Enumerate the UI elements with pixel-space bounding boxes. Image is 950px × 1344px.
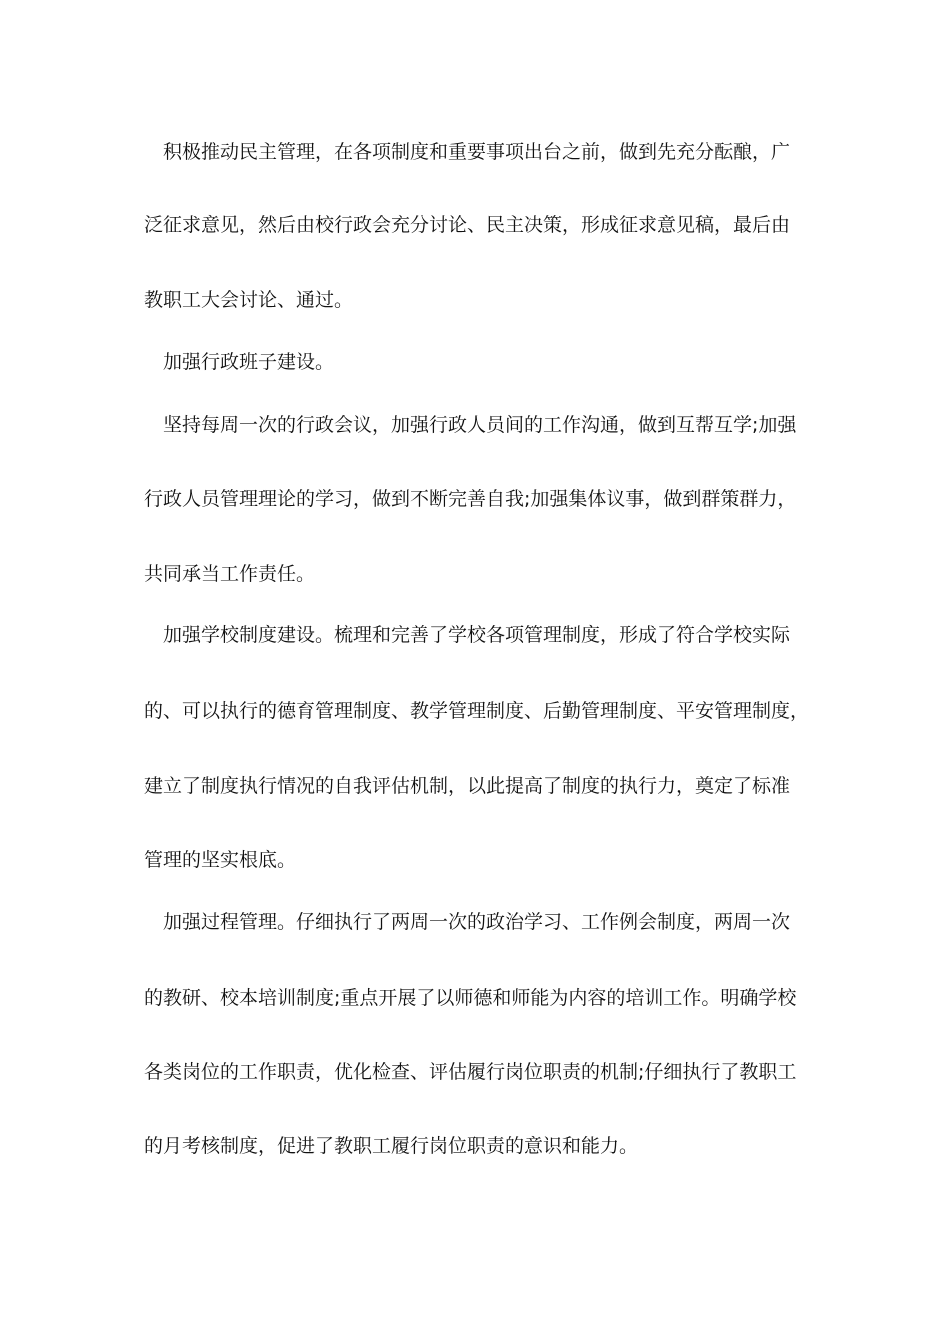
paragraph-1-line-3: 教职工大会讨论、通过。	[144, 289, 354, 311]
paragraph-4-line-1: 加强学校制度建设。梳理和完善了学校各项管理制度，形成了符合学校实际	[163, 624, 791, 646]
paragraph-5-line-4: 的月考核制度，促进了教职工履行岗位职责的意识和能力。	[144, 1135, 639, 1157]
paragraph-4-line-3: 建立了制度执行情况的自我评估机制，以此提高了制度的执行力，奠定了标准	[144, 775, 791, 797]
paragraph-2-line-1: 加强行政班子建设。	[163, 351, 335, 373]
paragraph-1-line-1: 积极推动民主管理，在各项制度和重要事项出台之前，做到先充分酝酿，广	[163, 141, 791, 163]
paragraph-5-line-1: 加强过程管理。仔细执行了两周一次的政治学习、工作例会制度，两周一次	[163, 911, 791, 933]
paragraph-3-line-1: 坚持每周一次的行政会议，加强行政人员间的工作沟通，做到互帮互学;加强	[163, 414, 797, 436]
paragraph-5-line-3: 各类岗位的工作职责，优化检查、评估履行岗位职责的机制;仔细执行了教职工	[144, 1061, 797, 1083]
paragraph-4-line-2: 的、可以执行的德育管理制度、教学管理制度、后勤管理制度、平安管理制度，	[144, 700, 810, 722]
paragraph-4-line-4: 管理的坚实根底。	[144, 849, 297, 871]
paragraph-1-line-2: 泛征求意见，然后由校行政会充分讨论、民主决策，形成征求意见稿，最后由	[144, 214, 791, 236]
paragraph-3-line-3: 共同承当工作责任。	[144, 563, 316, 585]
paragraph-3-line-2: 行政人员管理理论的学习，做到不断完善自我;加强集体议事，做到群策群力，	[144, 488, 797, 510]
paragraph-5-line-2: 的教研、校本培训制度;重点开展了以师德和师能为内容的培训工作。明确学校	[144, 987, 797, 1009]
